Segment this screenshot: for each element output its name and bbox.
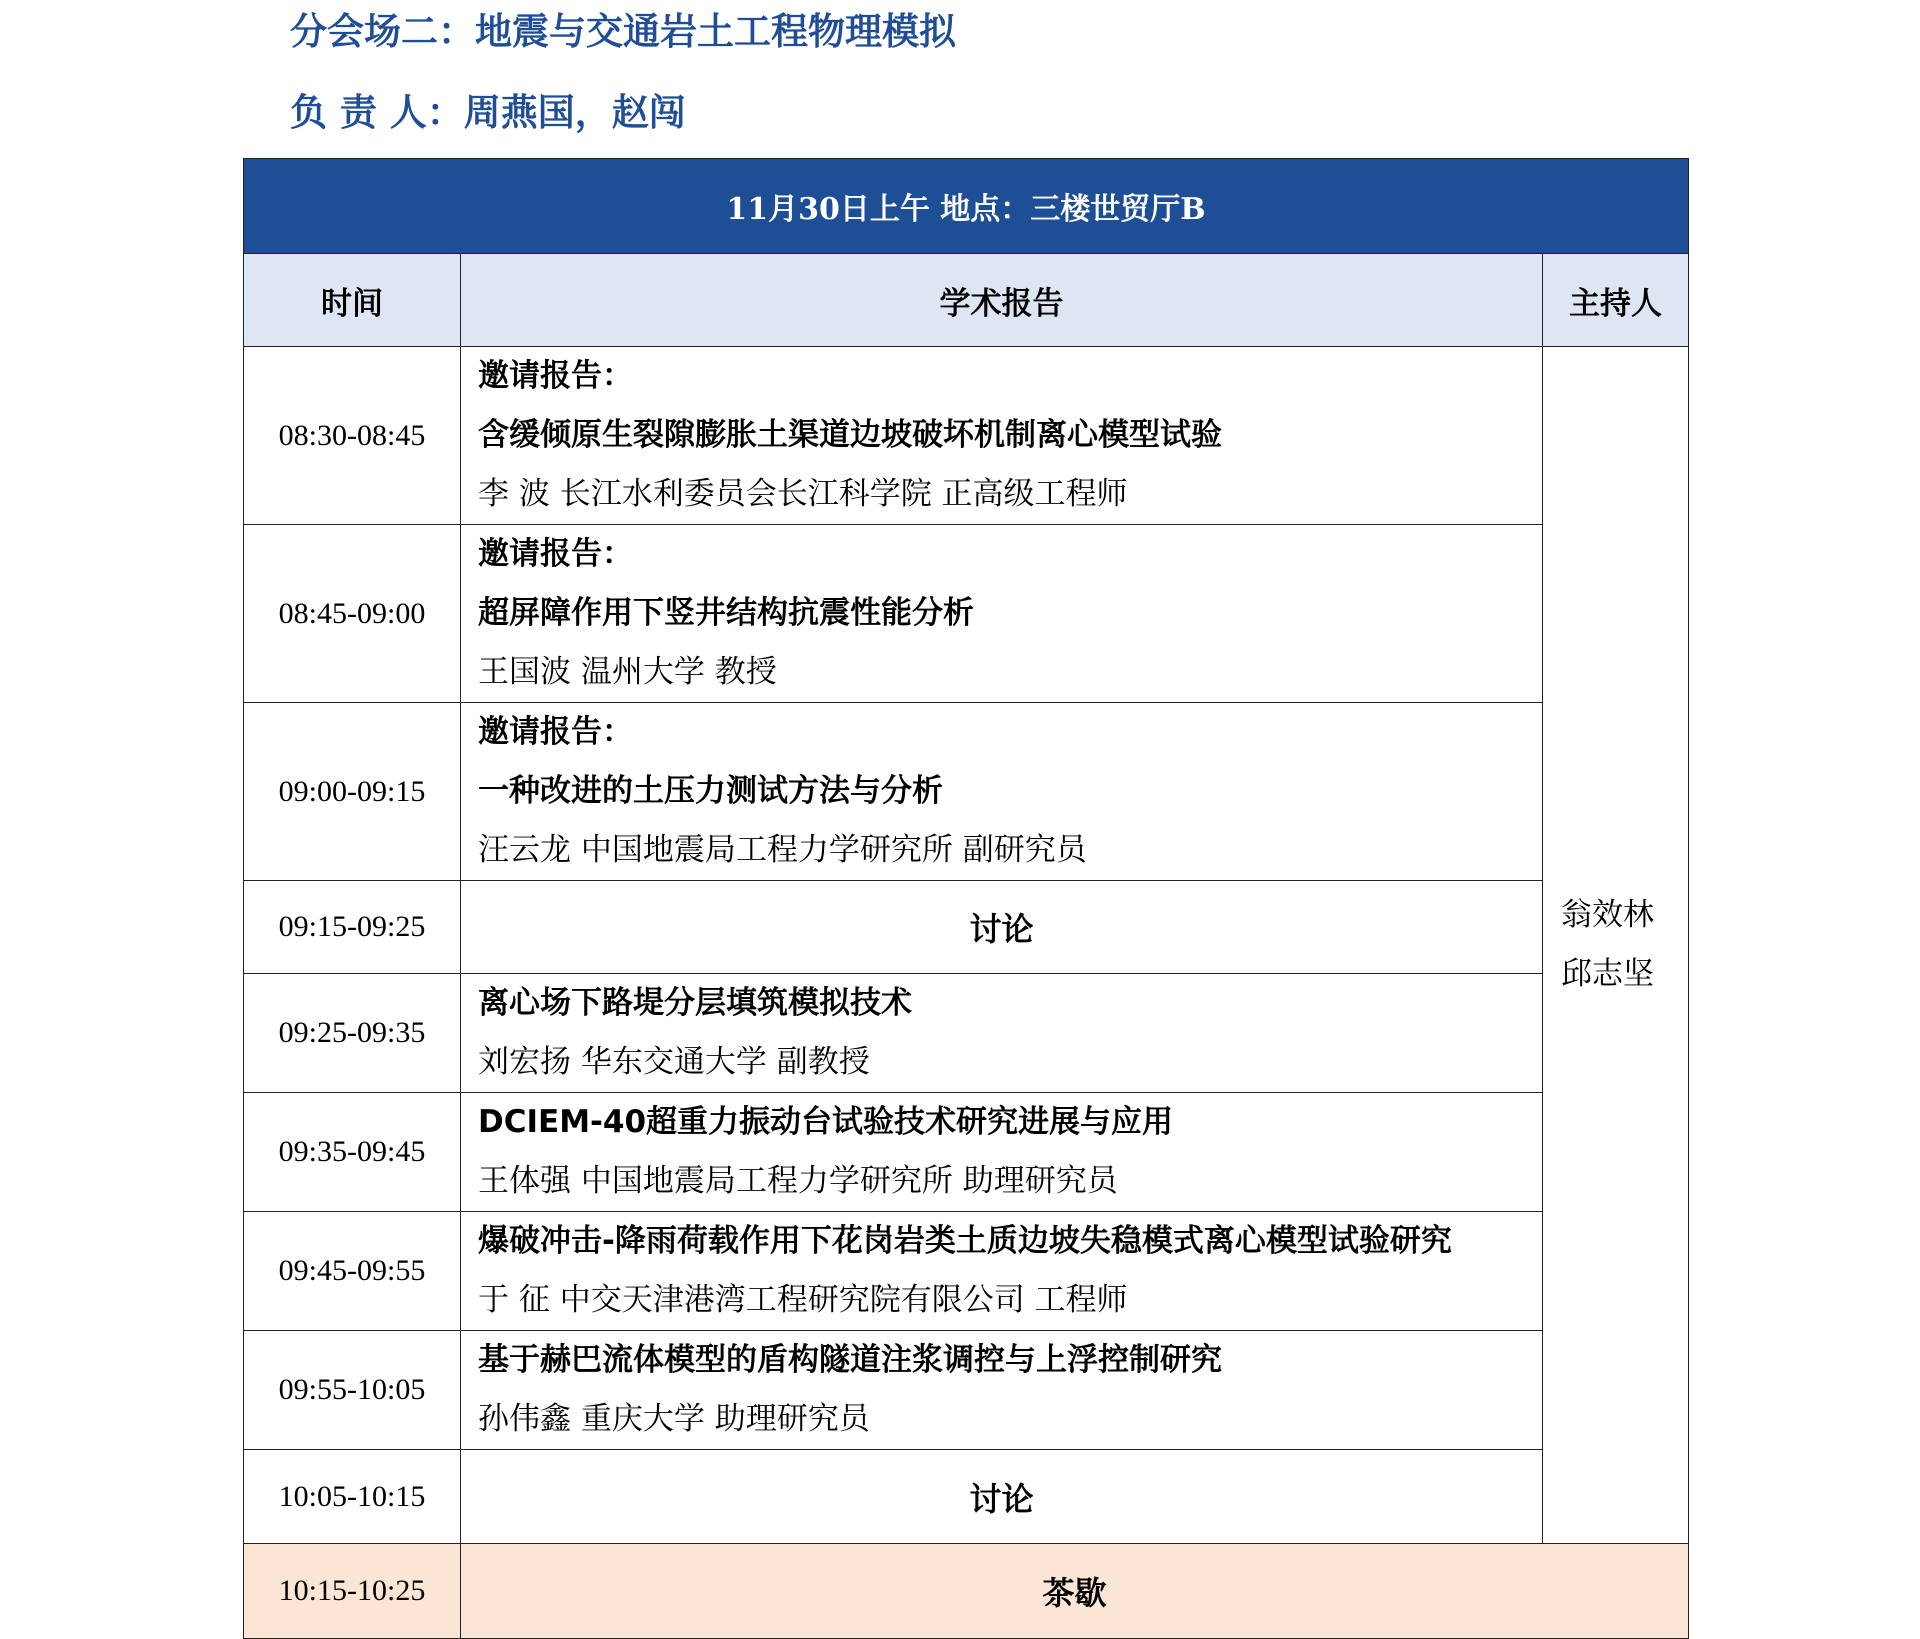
time-cell: 09:00-09:15 bbox=[244, 703, 461, 881]
talk-speaker: 王国波 温州大学 教授 bbox=[478, 654, 777, 690]
host-name: 邱志坚 bbox=[1561, 956, 1654, 992]
time-cell: 10:05-10:15 bbox=[244, 1450, 461, 1544]
talk-cell bbox=[461, 347, 1543, 525]
time-cell: 10:15-10:25 bbox=[244, 1544, 461, 1639]
talk-kind: 邀请报告： bbox=[478, 714, 633, 750]
talk-speaker: 于 征 中交天津港湾工程研究院有限公司 工程师 bbox=[478, 1282, 1128, 1318]
talk-title: DCIEM-40超重力振动台试验技术研究进展与应用 bbox=[478, 1104, 1174, 1140]
session-chairs: 负 责 人：周燕国，赵闯 bbox=[290, 91, 686, 134]
talk-title: 一种改进的土压力测试方法与分析 bbox=[478, 773, 943, 809]
talk-cell bbox=[461, 1212, 1543, 1331]
time-cell: 09:45-09:55 bbox=[244, 1212, 461, 1331]
banner-text: 11月30日上午 地点：三楼世贸厅B bbox=[244, 159, 1689, 254]
table-row bbox=[244, 881, 1689, 974]
host-cell bbox=[1543, 347, 1689, 1544]
talk-speaker: 汪云龙 中国地震局工程力学研究所 副研究员 bbox=[478, 832, 1087, 868]
discussion-label: 讨论 bbox=[461, 881, 1543, 974]
column-header-row bbox=[244, 254, 1689, 347]
talk-speaker: 孙伟鑫 重庆大学 助理研究员 bbox=[478, 1401, 870, 1437]
table-row bbox=[244, 1212, 1689, 1331]
discussion-label: 讨论 bbox=[461, 1450, 1543, 1544]
talk-cell bbox=[461, 1331, 1543, 1450]
table-row bbox=[244, 703, 1689, 881]
talk-speaker: 李 波 长江水利委员会长江科学院 正高级工程师 bbox=[478, 476, 1128, 512]
host-name: 翁效林 bbox=[1561, 897, 1654, 933]
time-cell: 09:55-10:05 bbox=[244, 1331, 461, 1450]
session-title: 分会场二：地震与交通岩土工程物理模拟 bbox=[290, 10, 956, 53]
talk-speaker: 王体强 中国地震局工程力学研究所 助理研究员 bbox=[478, 1163, 1118, 1199]
tea-break-row bbox=[244, 1544, 1689, 1639]
time-cell: 09:15-09:25 bbox=[244, 881, 461, 974]
table-row bbox=[244, 347, 1689, 525]
table-row bbox=[244, 1450, 1689, 1544]
talk-speaker: 刘宏扬 华东交通大学 副教授 bbox=[478, 1044, 870, 1080]
talk-cell bbox=[461, 703, 1543, 881]
time-cell: 08:30-08:45 bbox=[244, 347, 461, 525]
talk-title: 超屏障作用下竖井结构抗震性能分析 bbox=[478, 595, 974, 631]
time-cell: 09:25-09:35 bbox=[244, 974, 461, 1093]
table-row bbox=[244, 525, 1689, 703]
date-location-banner bbox=[244, 159, 1689, 254]
table-row bbox=[244, 1093, 1689, 1212]
talk-cell bbox=[461, 974, 1543, 1093]
schedule-table bbox=[243, 158, 1689, 1639]
time-cell: 09:35-09:45 bbox=[244, 1093, 461, 1212]
tea-break-label: 茶歇 bbox=[461, 1544, 1689, 1639]
talk-title: 基于赫巴流体模型的盾构隧道注浆调控与上浮控制研究 bbox=[478, 1342, 1222, 1378]
talk-title: 含缓倾原生裂隙膨胀土渠道边坡破坏机制离心模型试验 bbox=[478, 417, 1222, 453]
talk-title: 爆破冲击-降雨荷载作用下花岗岩类土质边坡失稳模式离心模型试验研究 bbox=[478, 1223, 1452, 1259]
header-host: 主持人 bbox=[1543, 254, 1689, 347]
talk-cell bbox=[461, 1093, 1543, 1212]
talk-title: 离心场下路堤分层填筑模拟技术 bbox=[478, 985, 912, 1021]
header-report: 学术报告 bbox=[461, 254, 1543, 347]
talk-kind: 邀请报告： bbox=[478, 536, 633, 572]
talk-kind: 邀请报告： bbox=[478, 358, 633, 394]
table-row bbox=[244, 974, 1689, 1093]
table-row bbox=[244, 1331, 1689, 1450]
talk-cell bbox=[461, 525, 1543, 703]
time-cell: 08:45-09:00 bbox=[244, 525, 461, 703]
header-time: 时间 bbox=[244, 254, 461, 347]
